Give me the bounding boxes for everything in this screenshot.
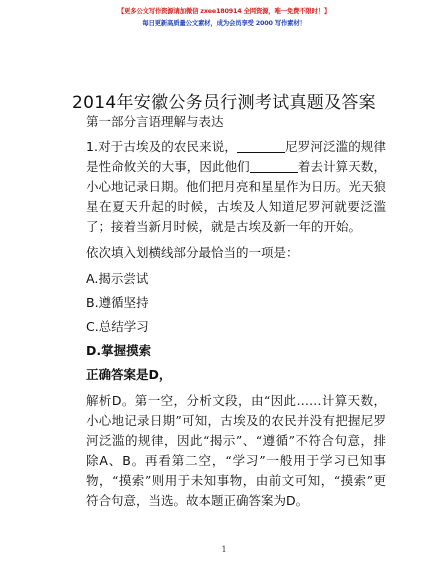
- question-text-part-1: 对于古埃及的农民来说，: [97, 139, 237, 154]
- correct-answer-suffix: ，: [158, 367, 172, 382]
- promo-banner-line-1: 【更多公文写作资源请加微信 zxee180914 全网资源，唯一免费不限时！】: [117, 7, 331, 15]
- option-c-text: 总结学习: [98, 319, 149, 334]
- promo-banner: [92, 6, 356, 28]
- question-number: 1.: [86, 139, 98, 154]
- question-prompt: 依次填入划横线部分最恰当的一项是：: [86, 245, 299, 260]
- analysis-separator: 、: [107, 453, 123, 468]
- analysis-text-2: 。再看第二空，“学习”一般用于学习已知事物，“摸索”则用于未知事物，由前文可知，“摸索”更符合句意，当选。故本题正确答案为: [86, 453, 386, 508]
- correct-answer: [86, 365, 386, 385]
- correct-answer-value: D: [148, 367, 159, 382]
- analysis-prefix: 解析: [86, 393, 112, 408]
- document-body: [86, 112, 386, 511]
- analysis-answer-letter: D: [111, 393, 122, 408]
- option-b-letter: B.: [86, 295, 99, 310]
- correct-answer-label: 正确答案是: [86, 367, 149, 382]
- section-heading: 第一部分言语理解与表达: [86, 114, 224, 129]
- option-d: [86, 341, 386, 361]
- promo-banner-line-2: 每日更新高质量公文素材，成为会员享受 2000 写作素材！: [142, 19, 306, 27]
- page-number: 1: [221, 545, 227, 554]
- option-d-text: 掌握摸索: [101, 343, 152, 358]
- option-c: [86, 317, 386, 337]
- option-a-text: 揭示尝试: [98, 271, 149, 286]
- question-text-part-2: 尼罗河泛滥的规律是性命攸关的大事，因此他们: [86, 139, 386, 174]
- option-b: [86, 293, 386, 313]
- option-a: [86, 269, 386, 289]
- analysis-end: 。: [295, 493, 309, 508]
- answer-blank-2: [250, 160, 298, 173]
- analysis-paragraph: [86, 391, 386, 511]
- analysis-final-letter: D: [286, 493, 296, 508]
- option-b-text: 遵循坚持: [98, 295, 149, 310]
- answer-blank-1: [237, 140, 285, 153]
- document-title: 2014年安徽公务员行测考试真题及答案: [72, 93, 376, 113]
- option-d-letter: D.: [86, 343, 102, 358]
- analysis-text-1: 。第一空，分析文段，由“因此……计算天数，小心地记录日期”可知，古埃及的农民并没有把握尼罗河泛滥的规律，因此“揭示”、“遵循”不符合句意，排除: [86, 393, 386, 468]
- analysis-option-b: B: [122, 453, 131, 468]
- question-1: [86, 137, 386, 237]
- option-a-letter: A.: [86, 271, 99, 286]
- question-text-part-3: 着去计算天数，小心地记录日期。他们把月亮和星星作为日历。光天狼星在夏天升起的时候，古埃及人知道尼罗河就要泛滥了；接着当新月时候，就是古埃及新一年的开始。: [86, 159, 387, 234]
- option-c-letter: C.: [86, 319, 99, 334]
- analysis-option-a: A: [99, 453, 108, 468]
